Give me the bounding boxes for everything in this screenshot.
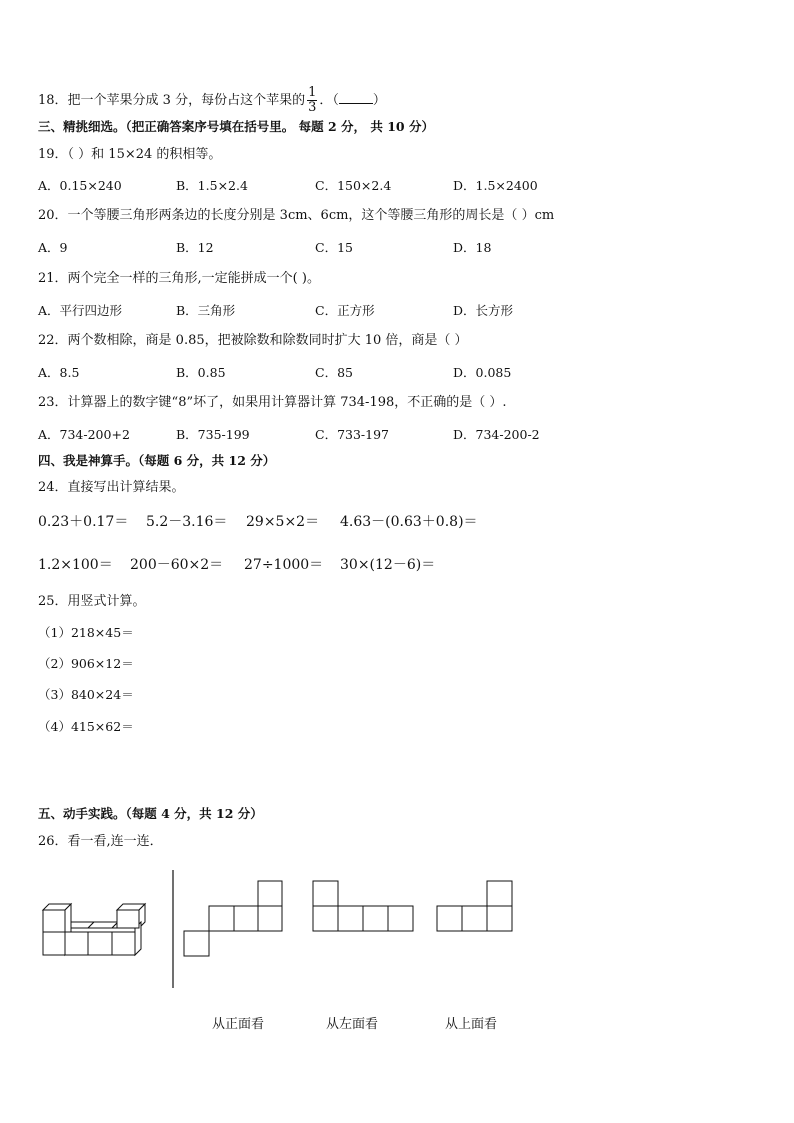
calc-item: 5.2－3.16＝ xyxy=(146,514,228,530)
view-figure-2 xyxy=(312,880,414,934)
q23-option-a[interactable]: A．734-200+2 xyxy=(38,427,130,442)
q19-option-d[interactable]: D．1.5×2400 xyxy=(453,178,538,193)
q20-option-a[interactable]: A．9 xyxy=(38,240,68,255)
q23-option-b[interactable]: B．735-199 xyxy=(176,427,250,442)
q22-option-d[interactable]: D．0.085 xyxy=(453,365,512,380)
calc-item: 29×5×2＝ xyxy=(246,514,320,530)
question-23: 23．计算器上的数字键“8”坏了，如果用计算器计算 734-198，不正确的是（ ）. xyxy=(38,395,507,410)
caption-top-view: 从上面看 xyxy=(445,1017,498,1032)
answer-blank[interactable] xyxy=(339,91,373,104)
calc-item: 200－60×2＝ xyxy=(130,557,224,573)
q25-item-3: （3）840×24＝ xyxy=(38,687,134,702)
q18-text: 18．把一个苹果分成 3 分，每份占这个苹果的 xyxy=(38,93,306,108)
q20-option-d[interactable]: D．18 xyxy=(453,240,492,255)
q23-option-c[interactable]: C．733-197 xyxy=(315,427,390,442)
section-4-title: 四、我是神算手。（每题 6 分，共 12 分） xyxy=(38,453,276,468)
q21-option-d[interactable]: D．长方形 xyxy=(453,303,514,318)
q25-item-2: （2）906×12＝ xyxy=(38,656,134,671)
calc-item: 30×(12－6)＝ xyxy=(340,557,436,573)
view-figure-1 xyxy=(183,880,283,958)
q25-item-4: （4）415×62＝ xyxy=(38,719,134,734)
q19-option-a[interactable]: A．0.15×240 xyxy=(38,178,122,193)
question-18: 18．把一个苹果分成 3 分，每份占这个苹果的 $\frac{1}{3}$ ．（ ） xyxy=(38,85,386,115)
q21-option-b[interactable]: B．三角形 xyxy=(176,303,236,318)
calc-item: 0.23＋0.17＝ xyxy=(38,514,129,530)
question-24: 24．直接写出计算结果。 xyxy=(38,480,185,495)
q19-option-b[interactable]: B．1.5×2.4 xyxy=(176,178,248,193)
caption-front-view: 从正面看 xyxy=(212,1017,265,1032)
caption-left-view: 从左面看 xyxy=(326,1017,379,1032)
question-21: 21．两个完全一样的三角形,一定能拼成一个( )。 xyxy=(38,271,320,286)
divider-line xyxy=(171,870,175,990)
calc-item: 1.2×100＝ xyxy=(38,557,113,573)
calc-item: 27÷1000＝ xyxy=(244,557,324,573)
cube-solid-figure xyxy=(40,902,160,958)
question-25: 25．用竖式计算。 xyxy=(38,594,146,609)
q20-option-c[interactable]: C．15 xyxy=(315,240,353,255)
section-3-title: 三、精挑细选。（把正确答案序号填在括号里。 每题 2 分， 共 10 分） xyxy=(38,119,434,134)
q22-option-c[interactable]: C．85 xyxy=(315,365,353,380)
q21-option-a[interactable]: A．平行四边形 xyxy=(38,303,123,318)
q19-option-c[interactable]: C．150×2.4 xyxy=(315,178,392,193)
q21-option-c[interactable]: C．正方形 xyxy=(315,303,375,318)
view-figure-3 xyxy=(436,880,514,934)
question-26: 26．看一看,连一连． xyxy=(38,834,163,849)
q22-option-b[interactable]: B．0.85 xyxy=(176,365,226,380)
question-20: 20．一个等腰三角形两条边的长度分别是 3cm、6cm，这个等腰三角形的周长是（ ）cm xyxy=(38,208,555,223)
question-22: 22．两个数相除，商是 0.85，把被除数和除数同时扩大 10 倍，商是（ ） xyxy=(38,333,468,348)
question-19: 19．（ ）和 15×24 的积相等。 xyxy=(38,147,222,162)
q22-option-a[interactable]: A．8.5 xyxy=(38,365,80,380)
q25-item-1: （1）218×45＝ xyxy=(38,625,134,640)
fraction-one-third: $\frac{1}{3}$ xyxy=(308,85,317,115)
q23-option-d[interactable]: D．734-200-2 xyxy=(453,427,540,442)
q20-option-b[interactable]: B．12 xyxy=(176,240,214,255)
calc-item: 4.63－(0.63＋0.8)＝ xyxy=(340,514,478,530)
section-5-title: 五、动手实践。（每题 4 分，共 12 分） xyxy=(38,806,263,821)
